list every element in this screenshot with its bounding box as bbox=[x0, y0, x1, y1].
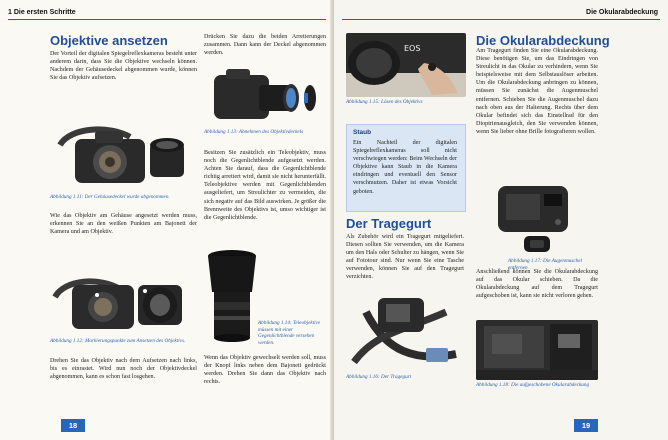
camera-badge-text: EOS bbox=[404, 44, 421, 53]
caption-figure-1-14: Abbildung 1.14: Teleobjektive müssen mit einer Gegenlichtblende versehen werden. bbox=[258, 320, 321, 346]
caption-figure-1-17: Abbildung 1.17: Die Augenmuschel entfernen bbox=[508, 258, 582, 271]
staub-box-text: Ein Nachteil der digitalen Spiegelreflexkameras soll nicht verschwiegen werden: Beim Wechseln der Objektive kann Staub in die Kamera eindringen und eventuell den Sensor verschmutzen. Daher ist etwas Vorsicht geboten. bbox=[353, 140, 457, 195]
photo-camera-strap bbox=[346, 292, 464, 372]
caption-figure-1-16: Abbildung 1.16: Der Tragegurt bbox=[346, 374, 412, 380]
photo-lens-cap-removal bbox=[204, 65, 326, 127]
header-rule-left bbox=[8, 19, 326, 20]
body-text-col2-1: Drücken Sie dazu die beiden Arretierungen zusammen. Dann kann der Deckel abgenommen werden. bbox=[204, 34, 326, 57]
photo-eyepiece-cover-attached bbox=[476, 320, 598, 380]
photo-release-lens bbox=[346, 33, 466, 97]
page-number-left: 18 bbox=[61, 419, 85, 432]
running-head-left: 1 Die ersten Schritte bbox=[8, 9, 76, 16]
body-text-col2-2: Besitzen Sie zusätzlich ein Teleobjektiv, muss noch die Gegenlichtblende aufgesetzt werden. Achten Sie darauf, dass die Gegenlichtblende richtig arretiert wird, damit sie nicht herunterfällt. Teleobjektive werden mit Gegenlichtblenden ausgeliefert, um Streulichter zu vermeiden, die sich negativ auf das Bild auswirken. Je größer die Brennweite des Objektivs ist, umso wichtiger ist die Gegenlichtblende. bbox=[204, 150, 326, 221]
okular-body-text-1: Am Tragegurt finden Sie eine Okularabdeckung. Diese benötigen Sie, um das Eindringen von Streulicht in das Okular zu verhindern, wenn Sie beispielsweise mit dem Selbstauslöser arbeiten. Um die Okularabdeckung anbringen zu können, müssen Sie zunächst die Augenmuschel entfernen. Schieben Sie die Augenmuschel dazu nach oben aus der Halterung. Rechts über dem Okular befindet sich das Einstellrad für den Dioptrienausgleich, den Sie verwenden können, wenn Sie lieber ohne Brille fotografieren wollen. bbox=[476, 48, 598, 135]
right-page bbox=[334, 0, 668, 440]
heading-der-tragegurt: Der Tragegurt bbox=[346, 216, 432, 231]
running-head-right: Die Okularabdeckung bbox=[586, 9, 658, 16]
photo-lens-markers bbox=[50, 267, 198, 337]
header-rule-right bbox=[342, 19, 660, 20]
heading-die-okularabdeckung: Die Okularabdeckung bbox=[476, 33, 610, 48]
body-text-col1-1: Der Vorteil der digitalen Spiegelreflexkameras besteht unter anderem darin, dass Sie die Objektive wechseln können. Nachdem der Gehäusedeckel abgenommen wurde, können Sie das Objektiv aufsetzen. bbox=[50, 51, 197, 82]
caption-figure-1-15: Abbildung 1.15: Lösen des Objektivs bbox=[346, 99, 423, 105]
caption-figure-1-18: Abbildung 1.18: Die aufgeschobene Okularabdeckung bbox=[476, 382, 590, 388]
caption-figure-1-11: Abbildung 1.11: Der Gehäusedeckel wurde abgenommen. bbox=[50, 194, 170, 200]
okular-body-text-2: Anschließend können Sie die Okularabdeckung auf das Okular schieben. Da die Okularabdeckung auf dem Tragegurt aufgeschoben ist, kann sie nicht verloren gehen. bbox=[476, 269, 598, 300]
caption-figure-1-12: Abbildung 1.12: Markierungspunkte zum Ansetzen des Objektivs. bbox=[50, 338, 186, 344]
body-text-col1-3: Drehen Sie das Objektiv nach dem Aufsetzen nach links, bis es einrastet. Wird nun noch der Objektivdeckel abgenommen, kann es schon fast losgehen. bbox=[50, 358, 197, 381]
staub-box-title: Staub bbox=[353, 129, 372, 136]
staub-info-box bbox=[346, 124, 466, 212]
photo-camera-without-lens bbox=[50, 117, 198, 193]
body-text-col2-3: Wenn das Objektiv gewechselt werden soll, muss der Knopf links neben dem Bajonett gedrückt werden. Drehen Sie dann das Objektiv nach rechts. bbox=[204, 355, 326, 386]
caption-figure-1-13: Abbildung 1.13: Abnehmen des Objektivdeckels bbox=[204, 129, 304, 135]
body-text-col1-2: Wie das Objektiv am Gehäuse angesetzt werden muss, erkennen Sie an den weißen Punkten am Bajonett der Kamera und am Objektiv. bbox=[50, 213, 197, 236]
tragegurt-body-text: Als Zubehör wird ein Tragegurt mitgeliefert. Diesen sollten Sie verwenden, um die Kamera um den Hals oder Schulter zu hängen, wenn Sie auf Fototour sind. Nur wenn Sie eine Tasche verwenden, können Sie auf den Tragegurt verzichten. bbox=[346, 234, 464, 281]
heading-objektive-ansetzen: Objektive ansetzen bbox=[50, 33, 168, 48]
page-number-right: 19 bbox=[574, 419, 598, 432]
photo-eyecup-removal bbox=[486, 180, 590, 254]
photo-telephoto-lens bbox=[204, 248, 260, 344]
